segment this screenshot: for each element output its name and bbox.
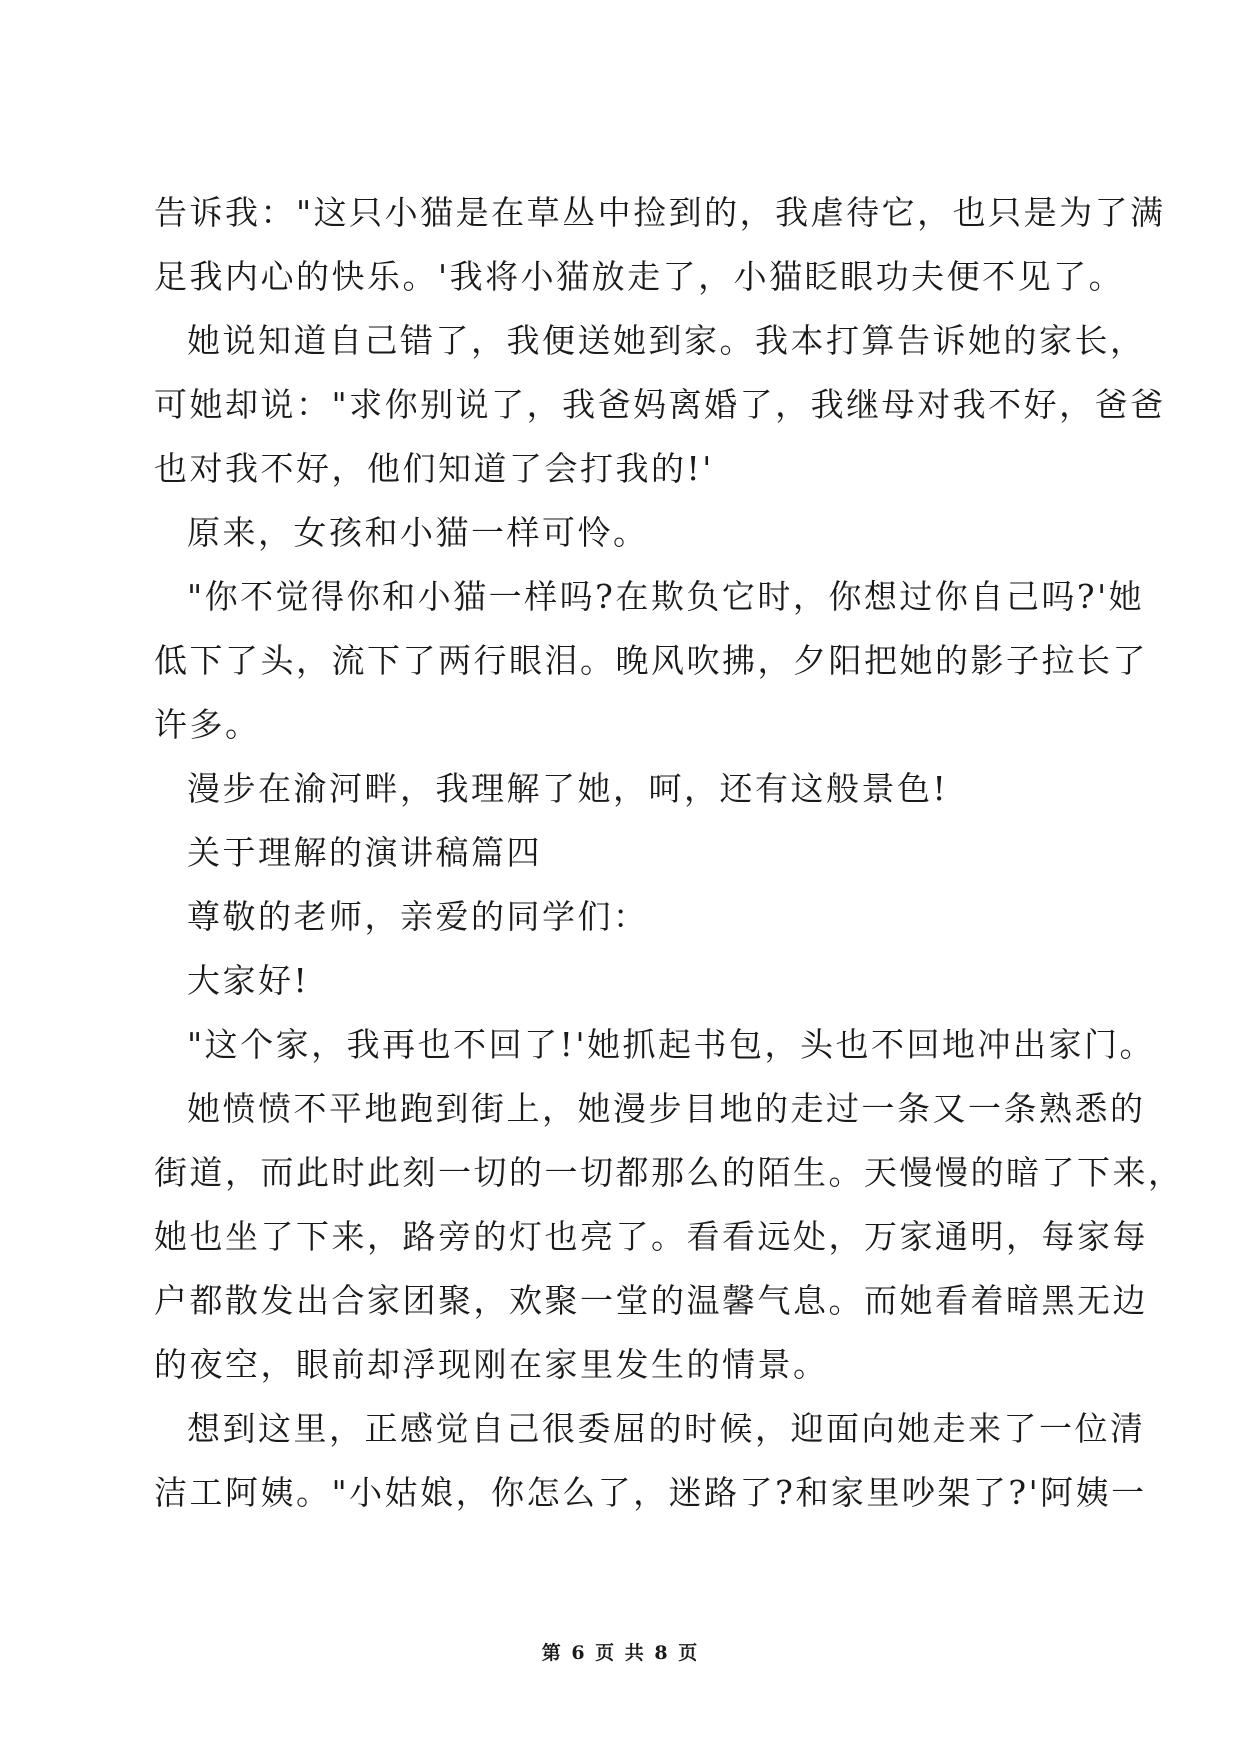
text-line: 低下了头，流下了两行眼泪。晚风吹拂，夕阳把她的影子拉长了 bbox=[154, 641, 1148, 680]
text-line: 也对我不好，他们知道了会打我的!' bbox=[154, 449, 714, 488]
text-line: 街道，而此时此刻一切的一切都那么的陌生。天慢慢的暗了下来， bbox=[154, 1153, 1184, 1192]
text-line: 她也坐了下来，路旁的灯也亮了。看看远处，万家通明，每家每 bbox=[154, 1217, 1148, 1256]
text-line: 许多。 bbox=[154, 705, 261, 744]
section-heading: 关于理解的演讲稿篇四 bbox=[187, 833, 542, 872]
text-line: 洁工阿姨。"小姑娘，你怎么了，迷路了?和家里吵架了?'阿姨一 bbox=[154, 1473, 1147, 1512]
text-line: 告诉我："这只小猫是在草丛中捡到的，我虐待它，也只是为了满 bbox=[154, 193, 1166, 232]
text-line: 尊敬的老师，亲爱的同学们： bbox=[187, 897, 649, 936]
text-line: 户都散发出合家团聚，欢聚一堂的温馨气息。而她看着暗黑无边 bbox=[154, 1281, 1148, 1320]
text-line: 原来，女孩和小猫一样可怜。 bbox=[187, 513, 649, 552]
body-text bbox=[154, 181, 1184, 1525]
text-line: "你不觉得你和小猫一样吗?在欺负它时，你想过你自己吗?'她 bbox=[187, 577, 1145, 616]
text-line: 她愤愤不平地跑到街上，她漫步目地的走过一条又一条熟悉的 bbox=[187, 1089, 1146, 1128]
text-line: 她说知道自己错了，我便送她到家。我本打算告诉她的家长， bbox=[187, 321, 1146, 360]
text-line: 的夜空，眼前却浮现刚在家里发生的情景。 bbox=[154, 1345, 829, 1384]
text-line: 足我内心的快乐。'我将小猫放走了，小猫眨眼功夫便不见了。 bbox=[154, 257, 1125, 296]
text-line: 大家好! bbox=[187, 961, 310, 1000]
page-number-footer: 第 6 页 共 8 页 bbox=[541, 1642, 700, 1664]
text-line: 想到这里，正感觉自己很委屈的时候，迎面向她走来了一位清 bbox=[187, 1409, 1146, 1448]
text-line: "这个家，我再也不回了!'她抓起书包，头也不回地冲出家门。 bbox=[187, 1025, 1156, 1064]
text-line: 漫步在渝河畔，我理解了她，呵，还有这般景色! bbox=[187, 769, 949, 808]
text-line: 可她却说："求你别说了，我爸妈离婚了，我继母对我不好，爸爸 bbox=[154, 385, 1166, 424]
